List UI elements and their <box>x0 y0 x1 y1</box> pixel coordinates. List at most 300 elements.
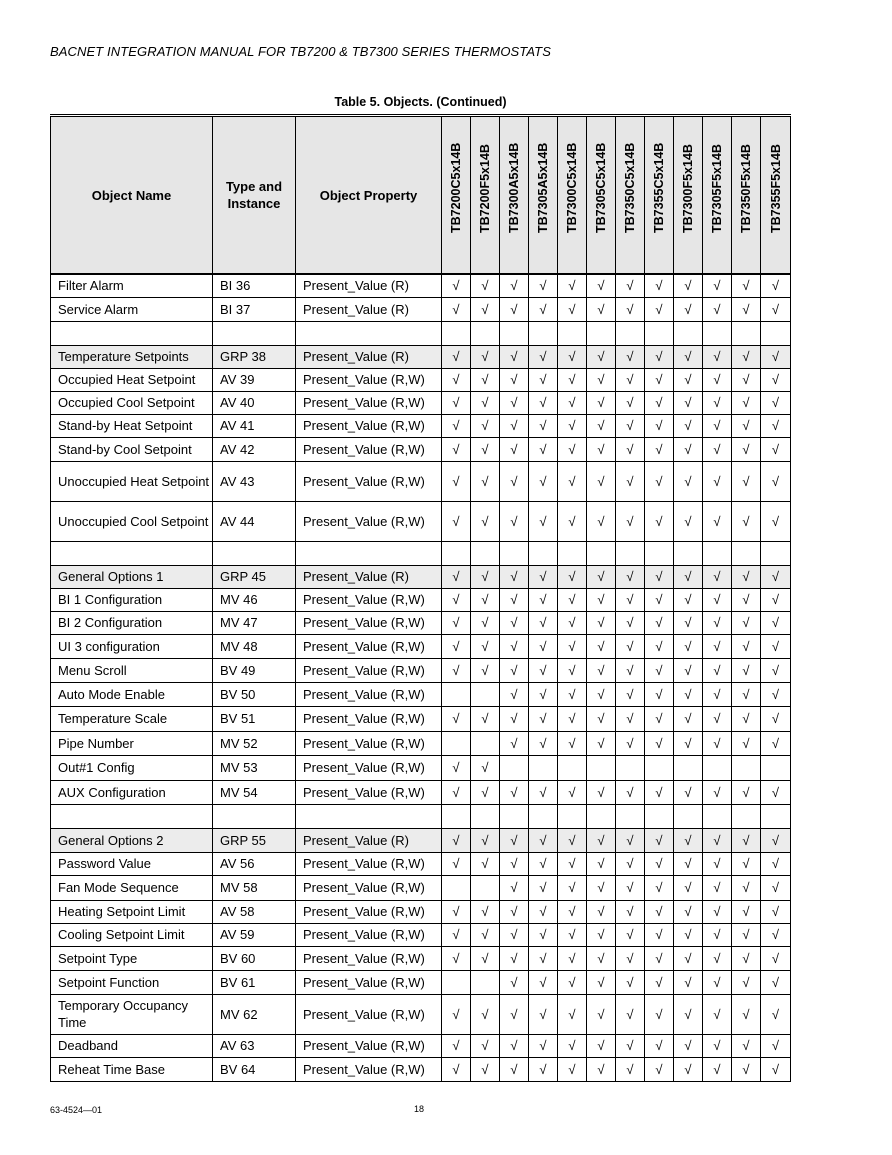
model-check-cell <box>732 321 761 345</box>
object-name-cell: Setpoint Type <box>51 946 213 970</box>
model-check-cell <box>442 804 471 828</box>
check-mark: √ <box>568 418 576 433</box>
table-row <box>51 345 791 368</box>
check-mark: √ <box>684 1061 692 1077</box>
model-check-cell <box>703 391 732 414</box>
model-check-cell <box>703 828 732 852</box>
model-check-cell <box>587 345 616 368</box>
model-check-cell <box>761 923 791 946</box>
model-check-cell <box>761 875 791 900</box>
check-mark: √ <box>684 349 692 364</box>
model-check-cell <box>442 414 471 437</box>
check-mark: √ <box>510 1038 518 1053</box>
model-check-cell <box>761 706 791 731</box>
model-check-cell <box>471 852 500 875</box>
check-mark: √ <box>742 569 750 584</box>
model-check-cell <box>442 994 471 1034</box>
check-mark: √ <box>452 711 460 726</box>
model-check-cell <box>732 852 761 875</box>
model-check-cell <box>529 565 558 588</box>
check-mark: √ <box>510 974 518 990</box>
model-check-cell <box>442 970 471 994</box>
model-check-cell <box>529 658 558 682</box>
model-check-cell <box>732 437 761 461</box>
check-mark: √ <box>742 1038 750 1053</box>
model-check-cell <box>703 780 732 804</box>
object-property-cell: Present_Value (R,W) <box>296 634 442 658</box>
check-mark: √ <box>539 904 547 919</box>
model-check-cell <box>616 274 645 297</box>
object-name-cell: BI 2 Configuration <box>51 611 213 634</box>
model-check-cell <box>674 946 703 970</box>
model-check-cell <box>703 611 732 634</box>
check-mark: √ <box>626 395 634 410</box>
check-mark: √ <box>742 927 750 942</box>
table-row <box>51 274 791 297</box>
column-header-model: TB7200F5x14B <box>471 116 500 275</box>
model-check-cell <box>471 611 500 634</box>
model-check-cell <box>442 900 471 923</box>
model-check-cell <box>529 970 558 994</box>
model-check-cell <box>558 541 587 565</box>
model-check-cell <box>558 682 587 706</box>
check-mark: √ <box>684 927 692 942</box>
type-instance-cell: MV 53 <box>213 755 296 780</box>
model-check-cell <box>500 611 529 634</box>
model-check-cell <box>645 274 674 297</box>
model-check-cell <box>500 634 529 658</box>
table-caption: Table 5. Objects. (Continued) <box>334 95 507 109</box>
model-check-cell <box>761 461 791 501</box>
check-mark: √ <box>684 686 692 702</box>
model-check-cell <box>529 501 558 541</box>
object-property-cell <box>296 321 442 345</box>
table-row <box>51 414 791 437</box>
check-mark: √ <box>510 592 518 607</box>
check-mark: √ <box>452 856 460 871</box>
model-check-cell <box>616 706 645 731</box>
model-check-cell <box>471 994 500 1034</box>
check-mark: √ <box>539 856 547 871</box>
model-check-cell <box>529 634 558 658</box>
model-check-cell <box>442 391 471 414</box>
object-property-cell: Present_Value (R,W) <box>296 437 442 461</box>
model-check-cell <box>558 923 587 946</box>
check-mark: √ <box>713 1061 721 1077</box>
model-check-cell <box>471 780 500 804</box>
check-mark: √ <box>510 278 518 294</box>
check-mark: √ <box>626 349 634 364</box>
model-check-cell <box>558 461 587 501</box>
model-check-cell <box>500 970 529 994</box>
model-check-cell <box>732 658 761 682</box>
check-mark: √ <box>655 880 663 895</box>
model-check-cell <box>732 994 761 1034</box>
object-property-cell: Present_Value (R) <box>296 565 442 588</box>
check-mark: √ <box>626 735 634 751</box>
check-mark: √ <box>452 638 460 654</box>
model-check-cell <box>558 345 587 368</box>
model-check-cell <box>732 875 761 900</box>
check-mark: √ <box>539 927 547 942</box>
object-property-cell: Present_Value (R,W) <box>296 923 442 946</box>
check-mark: √ <box>742 686 750 702</box>
model-check-cell <box>558 780 587 804</box>
model-check-cell <box>529 588 558 611</box>
model-check-cell <box>529 682 558 706</box>
check-mark: √ <box>742 832 750 848</box>
type-instance-cell: AV 59 <box>213 923 296 946</box>
page-number: 18 <box>414 1104 425 1114</box>
model-check-cell <box>529 780 558 804</box>
model-check-cell <box>558 875 587 900</box>
check-mark: √ <box>597 856 605 871</box>
header-row <box>51 116 791 275</box>
check-mark: √ <box>771 880 780 895</box>
model-check-cell <box>471 345 500 368</box>
check-mark: √ <box>655 784 663 800</box>
table-row <box>51 634 791 658</box>
model-check-cell <box>616 414 645 437</box>
check-mark: √ <box>539 686 547 702</box>
object-name-cell: Setpoint Function <box>51 970 213 994</box>
check-mark: √ <box>597 784 605 800</box>
object-property-cell: Present_Value (R,W) <box>296 368 442 391</box>
check-mark: √ <box>655 349 663 364</box>
check-mark: √ <box>626 592 634 607</box>
check-mark: √ <box>684 395 692 410</box>
model-check-cell <box>471 321 500 345</box>
check-mark: √ <box>539 372 547 387</box>
check-mark: √ <box>713 974 721 990</box>
check-mark: √ <box>568 880 576 895</box>
table-row <box>51 970 791 994</box>
model-check-cell <box>645 611 674 634</box>
model-check-cell <box>732 970 761 994</box>
model-check-cell <box>529 755 558 780</box>
object-name-cell: General Options 1 <box>51 565 213 588</box>
column-header-model: TB7305C5x14B <box>587 116 616 275</box>
model-check-cell <box>529 414 558 437</box>
check-mark: √ <box>510 569 518 584</box>
model-check-cell <box>674 755 703 780</box>
check-mark: √ <box>771 974 780 990</box>
check-mark: √ <box>597 904 605 919</box>
check-mark: √ <box>713 638 721 654</box>
model-check-cell <box>703 274 732 297</box>
check-mark: √ <box>539 301 547 317</box>
model-check-cell <box>732 946 761 970</box>
check-mark: √ <box>742 615 750 630</box>
model-check-cell <box>616 611 645 634</box>
check-mark: √ <box>597 441 605 457</box>
model-check-cell <box>471 731 500 755</box>
model-check-cell <box>616 501 645 541</box>
model-check-cell <box>616 731 645 755</box>
check-mark: √ <box>684 904 692 919</box>
check-mark: √ <box>655 441 663 457</box>
model-check-cell <box>529 368 558 391</box>
object-property-cell: Present_Value (R,W) <box>296 875 442 900</box>
model-check-cell <box>616 297 645 321</box>
object-name-cell: Password Value <box>51 852 213 875</box>
table-row <box>51 755 791 780</box>
check-mark: √ <box>481 513 489 529</box>
object-property-cell: Present_Value (R,W) <box>296 994 442 1034</box>
model-check-cell <box>442 588 471 611</box>
check-mark: √ <box>684 473 692 489</box>
model-check-cell <box>442 565 471 588</box>
check-mark: √ <box>510 395 518 410</box>
model-check-cell <box>616 852 645 875</box>
model-check-cell <box>558 994 587 1034</box>
model-check-cell <box>616 368 645 391</box>
type-instance-cell: GRP 45 <box>213 565 296 588</box>
model-check-cell <box>558 437 587 461</box>
model-check-cell <box>761 731 791 755</box>
check-mark: √ <box>713 349 721 364</box>
check-mark: √ <box>742 1006 750 1022</box>
check-mark: √ <box>771 1038 780 1053</box>
model-check-cell <box>587 875 616 900</box>
object-name-cell: AUX Configuration <box>51 780 213 804</box>
model-check-cell <box>674 706 703 731</box>
model-check-cell <box>529 852 558 875</box>
check-mark: √ <box>742 711 750 726</box>
object-name-cell: Occupied Heat Setpoint <box>51 368 213 391</box>
check-mark: √ <box>452 301 460 317</box>
check-mark: √ <box>713 856 721 871</box>
check-mark: √ <box>771 1006 780 1022</box>
check-mark: √ <box>713 301 721 317</box>
model-check-cell <box>558 634 587 658</box>
model-check-cell <box>645 414 674 437</box>
check-mark: √ <box>452 278 460 294</box>
check-mark: √ <box>481 592 489 607</box>
model-check-cell <box>500 852 529 875</box>
model-check-cell <box>674 923 703 946</box>
type-instance-cell: MV 46 <box>213 588 296 611</box>
model-check-cell <box>616 900 645 923</box>
model-check-cell <box>558 828 587 852</box>
model-check-cell <box>616 804 645 828</box>
check-mark: √ <box>655 418 663 433</box>
model-check-cell <box>529 994 558 1034</box>
model-check-cell <box>471 804 500 828</box>
model-check-cell <box>471 706 500 731</box>
check-mark: √ <box>684 372 692 387</box>
model-check-cell <box>645 321 674 345</box>
check-mark: √ <box>684 441 692 457</box>
check-mark: √ <box>626 372 634 387</box>
model-check-cell <box>674 437 703 461</box>
model-check-cell <box>703 658 732 682</box>
check-mark: √ <box>481 372 489 387</box>
check-mark: √ <box>713 513 721 529</box>
table-row <box>51 706 791 731</box>
type-instance-cell: AV 58 <box>213 900 296 923</box>
check-mark: √ <box>481 473 489 489</box>
object-property-cell: Present_Value (R,W) <box>296 391 442 414</box>
check-mark: √ <box>481 662 489 678</box>
model-check-cell <box>471 588 500 611</box>
model-check-cell <box>616 946 645 970</box>
check-mark: √ <box>771 278 780 294</box>
type-instance-cell: BV 49 <box>213 658 296 682</box>
check-mark: √ <box>452 473 460 489</box>
model-check-cell <box>500 780 529 804</box>
model-check-cell <box>761 588 791 611</box>
model-check-cell <box>616 682 645 706</box>
check-mark: √ <box>771 349 780 364</box>
check-mark: √ <box>626 711 634 726</box>
check-mark: √ <box>568 441 576 457</box>
check-mark: √ <box>481 832 489 848</box>
model-check-cell <box>703 946 732 970</box>
check-mark: √ <box>452 372 460 387</box>
check-mark: √ <box>597 372 605 387</box>
check-mark: √ <box>684 615 692 630</box>
type-instance-cell <box>213 541 296 565</box>
check-mark: √ <box>568 1038 576 1053</box>
type-instance-cell: BI 36 <box>213 274 296 297</box>
check-mark: √ <box>597 395 605 410</box>
check-mark: √ <box>510 686 518 702</box>
model-check-cell <box>645 706 674 731</box>
object-name-cell: Stand-by Heat Setpoint <box>51 414 213 437</box>
model-check-cell <box>674 682 703 706</box>
check-mark: √ <box>771 686 780 702</box>
model-check-cell <box>442 946 471 970</box>
model-check-cell <box>761 611 791 634</box>
model-check-cell <box>732 565 761 588</box>
check-mark: √ <box>597 950 605 966</box>
model-check-cell <box>703 501 732 541</box>
check-mark: √ <box>684 662 692 678</box>
check-mark: √ <box>655 1006 663 1022</box>
model-check-cell <box>761 274 791 297</box>
check-mark: √ <box>655 927 663 942</box>
check-mark: √ <box>452 927 460 942</box>
object-name-cell: Occupied Cool Setpoint <box>51 391 213 414</box>
type-instance-cell: MV 52 <box>213 731 296 755</box>
column-header-object-property: Object Property <box>296 116 442 275</box>
model-check-cell <box>500 900 529 923</box>
table-row <box>51 437 791 461</box>
check-mark: √ <box>655 395 663 410</box>
model-check-cell <box>645 541 674 565</box>
object-property-cell: Present_Value (R,W) <box>296 946 442 970</box>
object-name-cell: Deadband <box>51 1034 213 1057</box>
model-check-cell <box>645 345 674 368</box>
model-check-cell <box>442 658 471 682</box>
check-mark: √ <box>771 513 780 529</box>
check-mark: √ <box>771 441 780 457</box>
check-mark: √ <box>655 662 663 678</box>
check-mark: √ <box>713 569 721 584</box>
check-mark: √ <box>713 711 721 726</box>
object-property-cell <box>296 541 442 565</box>
model-check-cell <box>674 611 703 634</box>
object-name-cell: Heating Setpoint Limit <box>51 900 213 923</box>
table-row <box>51 297 791 321</box>
type-instance-cell: GRP 55 <box>213 828 296 852</box>
table-row <box>51 501 791 541</box>
check-mark: √ <box>568 473 576 489</box>
check-mark: √ <box>626 513 634 529</box>
model-check-cell <box>558 900 587 923</box>
model-check-cell <box>645 682 674 706</box>
type-instance-cell: GRP 38 <box>213 345 296 368</box>
check-mark: √ <box>713 441 721 457</box>
check-mark: √ <box>452 1006 460 1022</box>
object-property-cell: Present_Value (R,W) <box>296 755 442 780</box>
model-check-cell <box>674 658 703 682</box>
check-mark: √ <box>568 615 576 630</box>
model-check-cell <box>442 368 471 391</box>
object-property-cell: Present_Value (R,W) <box>296 780 442 804</box>
model-check-cell <box>500 875 529 900</box>
check-mark: √ <box>655 950 663 966</box>
object-property-cell: Present_Value (R,W) <box>296 970 442 994</box>
check-mark: √ <box>452 395 460 410</box>
object-name-cell: Out#1 Config <box>51 755 213 780</box>
model-check-cell <box>761 658 791 682</box>
model-check-cell <box>732 541 761 565</box>
check-mark: √ <box>597 832 605 848</box>
check-mark: √ <box>655 278 663 294</box>
check-mark: √ <box>597 349 605 364</box>
check-mark: √ <box>713 592 721 607</box>
table-row <box>51 611 791 634</box>
object-property-cell: Present_Value (R,W) <box>296 706 442 731</box>
check-mark: √ <box>713 735 721 751</box>
check-mark: √ <box>684 638 692 654</box>
check-mark: √ <box>539 278 547 294</box>
check-mark: √ <box>510 473 518 489</box>
model-check-cell <box>500 588 529 611</box>
model-check-cell <box>587 852 616 875</box>
check-mark: √ <box>771 950 780 966</box>
type-instance-cell: BV 64 <box>213 1057 296 1081</box>
object-name-cell: Reheat Time Base <box>51 1057 213 1081</box>
model-check-cell <box>442 611 471 634</box>
check-mark: √ <box>481 418 489 433</box>
object-property-cell: Present_Value (R) <box>296 297 442 321</box>
check-mark: √ <box>568 686 576 702</box>
model-check-cell <box>645 461 674 501</box>
object-property-cell: Present_Value (R,W) <box>296 658 442 682</box>
model-check-cell <box>703 682 732 706</box>
check-mark: √ <box>742 301 750 317</box>
model-check-cell <box>558 852 587 875</box>
model-check-cell <box>442 1034 471 1057</box>
model-check-cell <box>761 828 791 852</box>
type-instance-cell: AV 39 <box>213 368 296 391</box>
model-check-cell <box>674 994 703 1034</box>
check-mark: √ <box>568 784 576 800</box>
model-check-cell <box>674 274 703 297</box>
check-mark: √ <box>742 735 750 751</box>
check-mark: √ <box>655 592 663 607</box>
model-check-cell <box>732 501 761 541</box>
model-check-cell <box>587 731 616 755</box>
object-name-cell: Menu Scroll <box>51 658 213 682</box>
model-check-cell <box>500 755 529 780</box>
check-mark: √ <box>684 880 692 895</box>
model-check-cell <box>761 946 791 970</box>
check-mark: √ <box>713 1038 721 1053</box>
